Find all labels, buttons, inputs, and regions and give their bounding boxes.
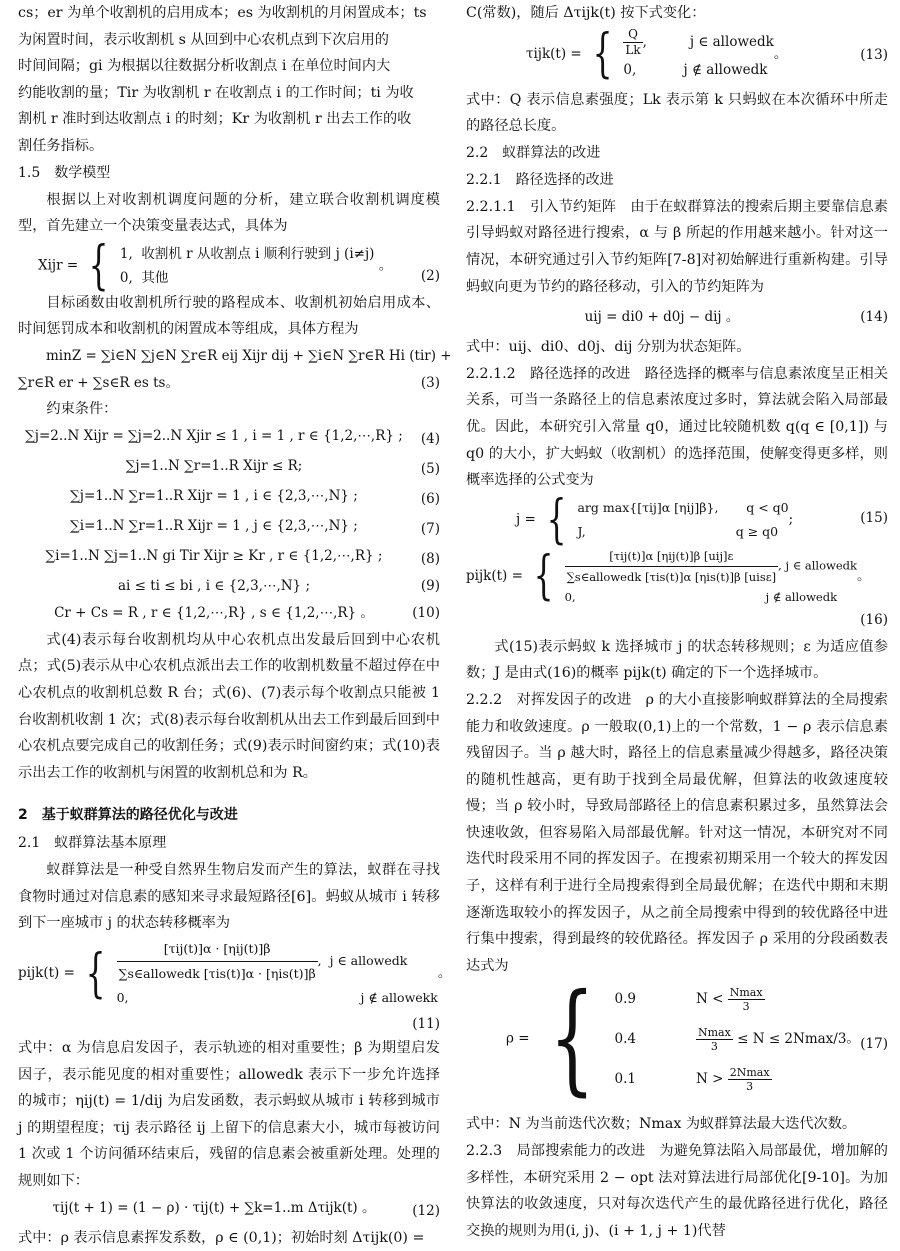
- equation-9: ai ≤ ti ≤ bi , i ∈ {2,3,⋯,N} ; (9): [117, 577, 440, 595]
- model-paragraph: 根据以上对收割机调度问题的分析，建立联合收割机调度模型，首先建立一个决策变量表达式，具体为: [18, 191, 440, 235]
- equation-10: Cr + Cs = R , r ∈ {1,2,⋯,R} , s ∈ {1,2,⋯,R} 。 (10): [54, 604, 440, 622]
- equation-13: τijk(t) = { $\frac{Q}{Lk}$ , j ∈ allowedk 0, j ∉ allowedk。 (13): [526, 24, 888, 85]
- eq3-line2: ∑r∈R er + ∑s∈R es ts。: [18, 374, 179, 391]
- aco-paragraph: 蚁群算法是一种受自然界生物启发而产生的算法，蚁群在寻找食物时通过对信息素的感知来寻求最短路径[6]。蚂蚁从城市 i 转移到下一座城市 j 的状态转移概率为: [18, 862, 440, 932]
- equation-14: uij = di0 + d0j − dij 。 (14): [584, 309, 888, 326]
- intro-line: 时间间隔；gi 为根据以往数据分析收割点 i 在单位时间内大: [18, 58, 391, 75]
- eq13-explanation: 式中：Q 表示信息素强度；Lk 表示第 k 只蚂蚁在本次循环中所走的路径总长度。: [466, 91, 888, 135]
- savings-matrix-paragraph: 2.2.1.1 引入节约矩阵 由于在蚁群算法的搜索后期主要靠信息素引导蚂蚁对路径进行搜索，α 与 β 所起的作用越来越小。针对这一情况，本研究通过引入节约矩阵[7-8]对初始解进行重新构建。引导蚂蚁向更为节约的路径移动，引入的节约矩阵为: [466, 198, 888, 295]
- right-column: [466, 0, 888, 1239]
- volatilization-paragraph: 2.2.2 对挥发因子的改进 ρ 的大小直接影响蚁群算法的全局搜索能力和收敛速度。ρ 一般取(0,1)上的一个常数，1 − ρ 表示信息素残留因子。当 ρ 越大时，路径上的信息素量减少得越多，路径决策的随机性越高，更有助于找到全局最优解，但算法的收敛速度较慢；当 ρ 较小时，导致局部路径上的信息素积累过多，虽然算法会快速收敛，但容易陷入局部最优解。针对这一情况，本研究对不同迭代时段采用不同的挥发因子。在搜索初期采用一个较大的挥发因子，这样有利于进行全局搜索得到全局最优解；在迭代中期和末期逐渐选取较小的挥发因子，从之前全局搜索中得到的较优路径中进行集中搜索，得到最终的较优路径。挥发因子 ρ 采用的分段函数表达式为: [466, 691, 888, 974]
- section-2-heading: 2 基于蚁群算法的路径优化与改进: [18, 807, 238, 824]
- last-line: 式中：ρ 表示信息素挥发系数，ρ ∈ (0,1)；初始时刻 Δτijk(0) =: [18, 1229, 425, 1246]
- eq2-lhs: Xijr =: [38, 257, 79, 274]
- eq16-number-row: [466, 610, 888, 634]
- equation-15: j = { arg max{[τij]α [ηij]β}, q < q0 J, q ≥ q0; (15): [516, 489, 888, 550]
- first-line: C(常数)，随后 Δτijk(t) 按下式变化：: [466, 5, 706, 21]
- eq11-explanation: 式中：α 为信息启发因子，表示轨迹的相对重要性；β 为期望启发因子，表示能见度的相对重要性；allowedk 表示下一步允许选择的城市；ηij(t) = 1/dij 为启发函数，表示蚂蚁从城市 i 转移到城市 j 的期望程度；τij 表示路径 ij 上留下的信息素大小，城市每被访问 1 次或 1 个访问循环结束后，残留的信息素会被重新处理。处理的规则如下：: [18, 1040, 440, 1190]
- equation-8: ∑i=1..N ∑j=1..N gi Tir Xijr ≥ Kr , r ∈ {1,2,⋯,R} ; (8): [45, 547, 440, 568]
- eq3-line1: minZ = ∑i∈N ∑j∈N ∑r∈R eij Xijr dij + ∑i∈N ∑r∈R Hi (tir) +: [46, 347, 452, 364]
- section-2-2-heading: 2.2 蚁群算法的改进: [466, 144, 601, 161]
- equation-4: ∑j=2..N Xijr = ∑j=2..N Xjir ≤ 1 , i = 1 , r ∈ {1,2,⋯,R} ; (4): [25, 427, 440, 448]
- constraints-label: 约束条件：: [46, 401, 118, 418]
- eq2-brace: {: [89, 235, 109, 296]
- eq14-explanation: 式中：uij、di0、d0j、dij 分别为状态矩阵。: [466, 339, 751, 356]
- eq16-number: (16): [860, 612, 888, 629]
- section-2-2-1-heading: 2.2.1 路径选择的改进: [466, 171, 614, 188]
- eq11-number-row: [18, 1013, 440, 1035]
- path-selection-paragraph: 2.2.1.2 路径选择的改进 路径选择的概率与信息素浓度呈正相关关系，可当一条路径上的信息素浓度过多时，算法就会陷入局部最优。因此，本研究引入常量 q0，通过比较随机数 q(q ∈ [0,1]) 与 q0 的大小，扩大蚂蚁（收割机）的选择范围，使解变得更多样，则概率选择的公式变为: [466, 365, 888, 489]
- eq3-number: (3): [420, 374, 440, 391]
- objective-paragraph: 目标函数由收割机所行驶的路程成本、收割机初始启用成本、时间惩罚成本和收割机的闲置成本等组成，具体方程为: [18, 294, 440, 338]
- equation-11: pijk(t) = { [τij(t)]α · [ηij(t)]β ∑s∈allowedk [τis(t)]α · [ηis(t)]β , j ∈ allowedk 0, j ∉ allowekk。: [18, 937, 440, 1013]
- left-column: [18, 0, 452, 1246]
- equation-17: ρ = { 0.9 N < Nmax 3 0.4 Nmax 3 ≤ N ≤ 2Nmax/3 0.1 N > 2Nmax 3 。 (17): [506, 969, 888, 1109]
- intro-line: 割任务指标。: [18, 137, 104, 154]
- eq16-explanation: 式(15)表示蚂蚁 k 选择城市 j 的状态转移规则；ε 为适应值参数；J 是由式(16)的概率 pijk(t) 确定的下一个选择城市。: [466, 638, 888, 682]
- equation-16: pijk(t) = { [τij(t)]α [ηij(t)]β [uij]ε ∑s∈allowedk [τis(t)]α [ηis(t)]β [uisε] , j ∈ allowedk 0, j ∉ allowedk。: [466, 546, 871, 607]
- eq17-explanation: 式中：N 为当前迭代次数；Nmax 为蚁群算法最大迭代次数。: [466, 1116, 857, 1133]
- equation-6: ∑j=1..N ∑r=1..R Xijr = 1 , i ∈ {2,3,⋯,N} ; (6): [70, 487, 440, 508]
- intro-line: 约能收割的量；Tir 为收割机 r 在收割点 i 的工作时间；ti 为收: [18, 84, 414, 101]
- constraints-explanation: 式(4)表示每台收割机均从中心农机点出发最后回到中心农机点；式(5)表示从中心农机点派出去工作的收割机数量不超过停在中心农机点的收割机总数 R 台；式(6)、(7)表示每个收割点只能被 1 台收割机收割 1 次；式(8)表示每台收割机从出去工作到最后回到中心农机点要完成自己的收割任务；式(9)表示时间窗约束；式(10)表示出去工作的收割机与闲置的收割机总和为 R。: [18, 631, 440, 781]
- equation-12: τij(t + 1) = (1 − ρ) · τij(t) + ∑k=1..m Δτijk(t) 。 (12): [52, 1199, 440, 1220]
- equation-3: [18, 370, 440, 397]
- eq11-number: (11): [412, 1016, 440, 1033]
- intro-line: 为闲置时间，表示收割机 s 从回到中心农机点到下次启用的: [18, 31, 389, 48]
- equation-7: ∑i=1..N ∑r=1..R Xijr = 1 , j ∈ {2,3,⋯,N} ; (7): [70, 517, 440, 538]
- eq2-number: (2): [420, 268, 440, 285]
- local-search-paragraph: 2.2.3 局部搜索能力的改进 为避免算法陷入局部最优，增加解的多样性，本研究采用 2 − opt 法对算法进行局部优化[9-10]。为加快算法的收敛速度，只对每次迭代产生的最优路径进行优化，路径交换的规则为用(i, j)、(i + 1, j + 1)代替: [466, 1143, 888, 1239]
- equation-5: ∑j=1..N ∑r=1..R Xijr ≤ R; (5): [125, 457, 440, 478]
- intro-line: cs；er 为单个收割机的启用成本；es 为收割机的月闲置成本；ts: [18, 5, 427, 21]
- section-2-1-heading: 2.1 蚁群算法基本原理: [18, 835, 167, 852]
- eq2-cases: 1, 收割机 r 从收割点 i 顺利行驶到 j (i≠j) 0, 其他: [119, 245, 375, 286]
- intro-line: 割机 r 准时到达收割点 i 的时刻；Kr 为收割机 r 出去工作的收: [18, 111, 412, 128]
- section-1-5-heading: 1.5 数学模型: [18, 164, 111, 181]
- equation-2: Xijr = { 1, 收割机 r 从收割点 i 顺利行驶到 j (i≠j) 0, 其他 。 (2): [38, 235, 440, 296]
